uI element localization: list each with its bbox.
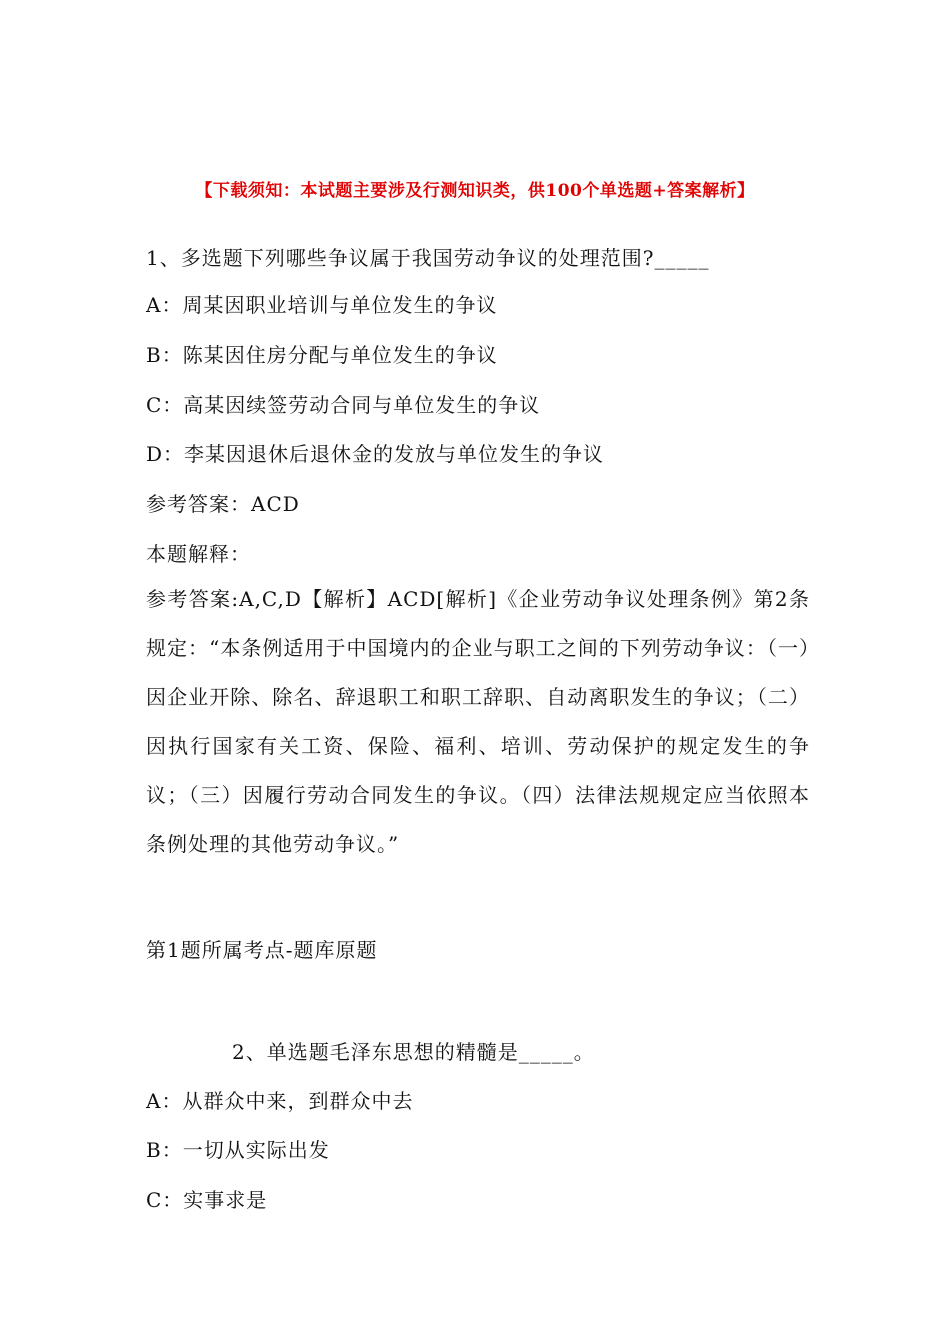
question-1-explanation-label: 本题解释： (146, 542, 251, 566)
question-1-option-b: B：陈某因住房分配与单位发生的争议 (146, 343, 498, 367)
question-1-option-a: A：周某因职业培训与单位发生的争议 (146, 293, 498, 317)
question-1-explanation: 参考答案:A,C,D【解析】ACD[解析]《企业劳动争议处理条例》第2条规定：“本条例适用于中国境内的企业与职工之间的下列劳动争议：（一）因企业开除、除名、辞退职工和职工辞职、自动离职发生的争议；（二）因执行国家有关工资、保险、福利、培训、劳动保护的规定发生的争议；（三）因履行劳动合同发生的争议。（四）法律法规规定应当依照本条例处理的其他劳动争议。” (146, 587, 810, 856)
question-2-option-a: A：从群众中来，到群众中去 (146, 1089, 414, 1113)
question-1-option-d: D：李某因退休后退休金的发放与单位发生的争议 (146, 442, 605, 466)
question-2-text: 2、单选题毛泽东思想的精髓是_____。 (232, 1040, 595, 1064)
question-1-text: 1、多选题下列哪些争议属于我国劳动争议的处理范围?_____ (146, 246, 710, 270)
download-notice: 【下载须知：本试题主要涉及行测知识类，供100个单选题+答案解析】 (195, 181, 755, 201)
question-1-answer: 参考答案：ACD (146, 492, 300, 516)
question-2-option-b: B：一切从实际出发 (146, 1138, 330, 1162)
question-1-topic: 第1题所属考点-题库原题 (146, 938, 378, 962)
question-1-option-c: C：高某因续签劳动合同与单位发生的争议 (146, 393, 541, 417)
question-2-option-c: C：实事求是 (146, 1188, 268, 1212)
